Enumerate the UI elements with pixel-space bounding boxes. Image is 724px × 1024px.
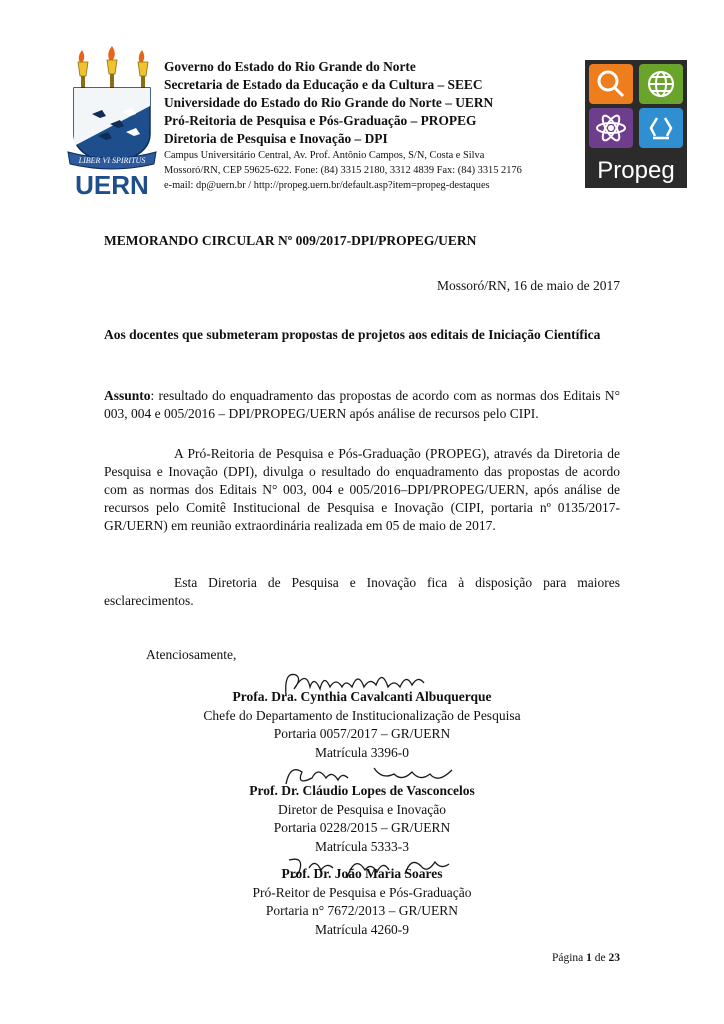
header-line-5: Diretoria de Pesquisa e Inovação – DPI: [164, 131, 388, 146]
recycle-tile: [639, 108, 683, 148]
torch-icon: [138, 50, 148, 90]
signatory-role: Chefe do Departamento de Institucionalização de Pesquisa: [203, 707, 521, 723]
header-line-2: Secretaria de Estado da Educação e da Cultura – SEEC: [164, 77, 483, 92]
closing: Atenciosamente,: [146, 647, 237, 662]
torch-icon: [107, 46, 117, 90]
svg-text:UERN: UERN: [75, 170, 149, 198]
signatory-portaria: Portaria 0228/2015 – GR/UERN: [273, 820, 451, 835]
page-label: Página: [551, 952, 584, 964]
signatory-1: [104, 688, 620, 762]
page-current: 1: [586, 952, 592, 964]
signatory-portaria: Portaria 0057/2017 – GR/UERN: [273, 726, 451, 741]
header-line-3: Universidade do Estado do Rio Grande do Norte – UERN: [164, 95, 494, 110]
page-of: de: [594, 952, 606, 964]
signatory-2: [104, 782, 620, 856]
signatory-role: Pró-Reitor de Pesquisa e Pós-Graduação: [252, 884, 472, 900]
place-date: Mossoró/RN, 16 de maio de 2017: [437, 278, 620, 293]
propeg-logo: [585, 60, 687, 188]
subject-label: Assunto: [104, 388, 151, 403]
signatory-name: Profa. Dra. Cynthia Cavalcanti Albuquerque: [232, 689, 492, 704]
signatory-matricula: Matrícula 4260-9: [314, 921, 410, 937]
recipients: Aos docentes que submeteram propostas de projetos aos editais de Iniciação Científica: [104, 327, 601, 342]
page-number: [420, 952, 620, 964]
subject-text: : resultado do enquadramento das propostas de acordo com as normas dos Editais N° 003, 004 e 005/2016 – DPI/PROPEG/UERN após análise de recursos pelo CIPI.: [104, 388, 620, 421]
signatory-portaria: Portaria n° 7672/2013 – GR/UERN: [265, 903, 459, 918]
page-total: 23: [608, 952, 620, 964]
search-tile: [589, 64, 633, 104]
svg-text:LIBER VI SPIRITUS: LIBER VI SPIRITUS: [78, 156, 146, 165]
address-line-1: Campus Universitário Central, Av. Prof. Antônio Campos, S/N, Costa e Silva: [164, 150, 485, 161]
signatory-matricula: Matrícula 5333-3: [314, 838, 410, 854]
svg-text:Propeg: Propeg: [597, 157, 675, 184]
signatory-name: Prof. Dr. Cláudio Lopes de Vasconcelos: [249, 783, 475, 798]
paragraph-1: A Pró-Reitoria de Pesquisa e Pós-Graduação (PROPEG), através da Diretoria de Pesquisa e Inovação (DPI), divulga o resultado do enquadramento das propostas de acordo com as normas dos Editais N° 003, 004 e 005/2016–DPI/PROPEG/UERN, após análise de recursos pelo Comitê Institucional de Pesquisa e Inovação (CIPI, portaria nº 0135/2017-GR/UERN) em reunião extraordinária realizada em 05 de maio de 2017.: [104, 446, 620, 533]
address-line-2: Mossoró/RN, CEP 59625-622. Fone: (84) 3315 2180, 3312 4839 Fax: (84) 3315 2176: [164, 165, 522, 176]
memo-title: MEMORANDO CIRCULAR Nº 009/2017-DPI/PROPEG/UERN: [104, 233, 477, 248]
header-line-4: Pró-Reitoria de Pesquisa e Pós-Graduação – PROPEG: [164, 113, 477, 128]
subject: [104, 387, 620, 423]
contact-line: e-mail: dp@uern.br / http://propeg.uern.br/default.asp?item=propeg-destaques: [164, 180, 490, 191]
header-line-1: Governo do Estado do Rio Grande do Norte: [164, 59, 416, 74]
uern-logo: [66, 46, 158, 198]
signatory-3: [104, 865, 620, 939]
signatory-matricula: Matrícula 3396-0: [314, 744, 410, 760]
torch-icon: [78, 50, 88, 90]
paragraph-2: Esta Diretoria de Pesquisa e Inovação fica à disposição para maiores esclarecimentos.: [104, 575, 620, 608]
signatory-name: Prof. Dr. João Maria Soares: [281, 866, 443, 881]
signatory-role: Diretor de Pesquisa e Inovação: [278, 801, 446, 817]
